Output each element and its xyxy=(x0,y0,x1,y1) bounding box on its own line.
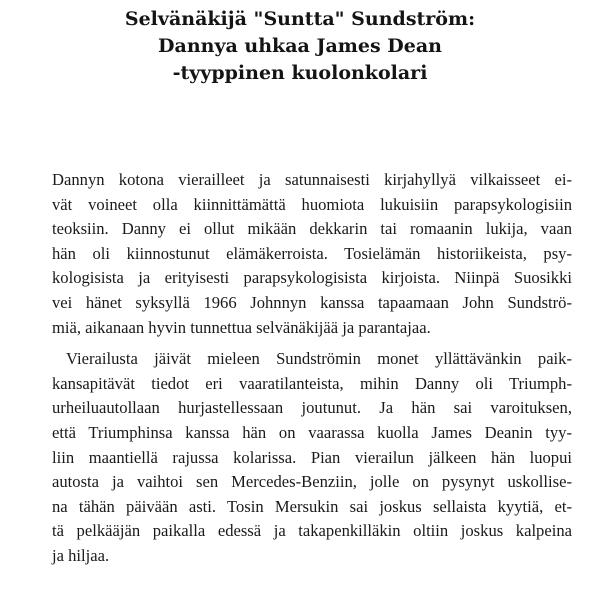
text-line: urheiluautollaan hurjastellessaan joutunut. Ja hän sai varoituksen, xyxy=(52,398,572,418)
paragraph-2 xyxy=(52,347,572,568)
headline-line-2: Dannya uhkaa James Dean xyxy=(158,35,442,57)
paragraph-1 xyxy=(52,168,572,340)
text-line: autosta ja vaihtoi sen Mercedes-Benziin, jolle on pysynyt uskollise- xyxy=(52,472,572,492)
headline-line-1: Selvänäkijä "Suntta" Sundström: xyxy=(124,8,476,30)
article-body xyxy=(52,168,572,569)
text-line: että Triumphinsa kanssa hän on vaarassa kuolla James Deanin tyy- xyxy=(52,422,572,442)
text-line: hän oli kiinnostunut elämäkerroista. Tosielämän historiikeista, psy- xyxy=(52,243,572,263)
article-headline xyxy=(0,6,600,87)
text-line: kologisista ja erityisesti parapsykologisista kirjoista. Niinpä Suosikki xyxy=(52,268,572,288)
headline-line-3: -tyyppinen kuolonkolari xyxy=(172,62,428,84)
text-line: na tähän päivään asti. Tosin Mersukin sai joskus sellaista kyytiä, et- xyxy=(52,496,572,516)
text-line: Vierailusta jäivät mieleen Sundströmin monet yllättävänkin paik- xyxy=(66,349,572,369)
text-line: ja hiljaa. xyxy=(52,545,110,565)
text-line: Dannyn kotona vierailleet ja satunnaisesti kirjahyllyä vilkaisseet ei- xyxy=(52,170,572,189)
text-line: miä, aikanaan hyvin tunnettua selvänäkijää ja parantajaa. xyxy=(52,317,431,337)
text-line: teoksiin. Danny ei ollut mikään dekkarin tai romaanin lukija, vaan xyxy=(52,219,572,239)
text-line: kansapitävät tiedot eri vaaratilanteista, mihin Danny oli Triumph- xyxy=(52,373,572,393)
text-line: tä pelkääjän paikalla edessä ja takapenkilläkin oltiin joskus kalpeina xyxy=(52,521,572,541)
text-line: liin maantiellä rajussa kolarissa. Pian vierailun jälkeen hän luopui xyxy=(52,447,572,467)
text-line: vei hänet syksyllä 1966 Johnnyn kanssa tapaamaan John Sundströ- xyxy=(52,292,572,312)
text-line: vät voineet olla kiinnittämättä huomiota lukuisiin parapsykologisiin xyxy=(52,194,572,214)
